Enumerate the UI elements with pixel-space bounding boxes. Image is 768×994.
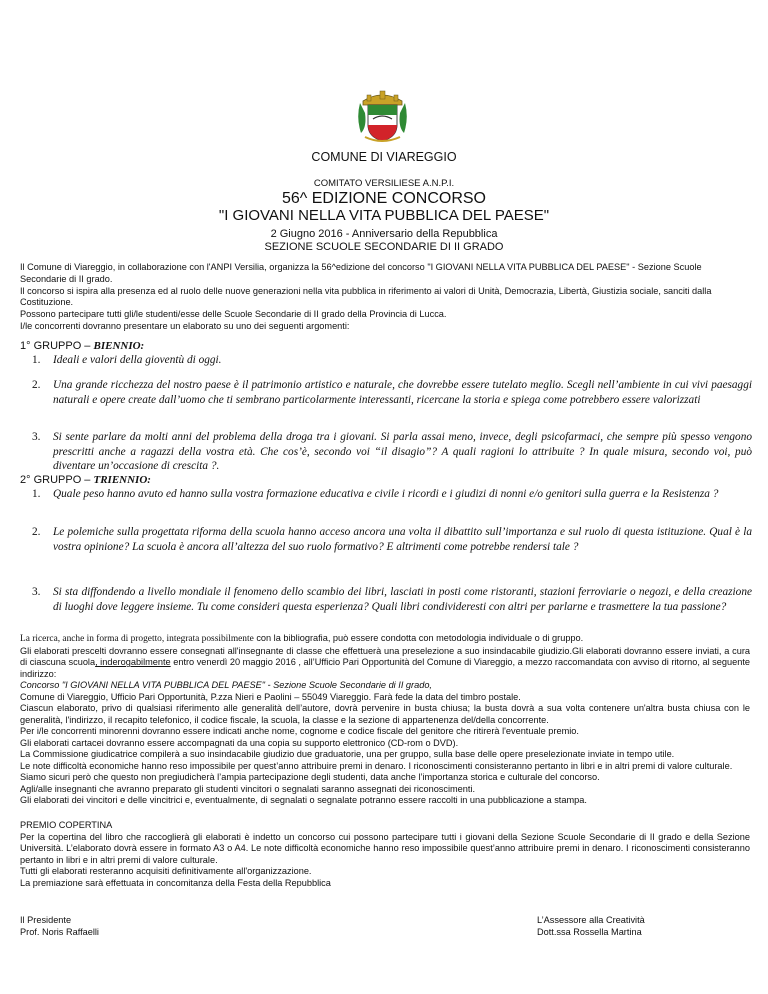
topic-number: 2. [32,526,41,538]
comune-heading: COMUNE DI VIAREGGIO [311,150,457,164]
cover-prize-section [20,820,750,889]
group-tag: BIENNIO: [93,340,145,352]
rules-paragraph: La Commissione giudicatrice compilerà a suo insindacabile giudizio due graduatorie, una per gruppo, sulla base delle opere preselezionate inviate in tempo utile. [20,749,675,759]
group-label: 1° GRUPPO – [20,340,94,352]
rules-address-title: Concorso "I GIOVANI NELLA VITA PUBBLICA DEL PAESE" - Sezione Scuole Secondarie di II grado, [20,680,432,690]
intro-text [20,262,750,333]
topic-text: Una grande ricchezza del nostro paese è il patrimonio artistico e naturale, che dovrebbe essere tutelato meglio. Scegli nell’ambiente in cui vivi paesaggi naturali e opere create dall’uomo che ti sembrano particolarmente interessanti, ricercane la storia e spiega come potrebbero essere valorizzati [53,379,752,406]
cover-prize-paragraph: Per la copertina del libro che raccoglierà gli elaborati è indetto un concorso cui possono partecipare tutti i giovani della Sezione Scuole Secondarie di II grado e della Sezione Università. L’elaborato dovrà essere in formato A3 o A4. Le note difficoltà economiche hanno reso impossibile quest’anno attribuire premi in denaro. I riconoscimenti consisteranno pertanto in libri e in altri premi di valore culturale. [20,831,750,865]
rules-paragraph: Per i/le concorrenti minorenni dovranno essere indicati anche nome, cognome e codice fiscale del genitore che ritirerà l'eventuale premio. [20,726,579,736]
rules-deadline-underlined: , inderogabilmente [95,657,171,667]
rules-paragraph [20,646,750,681]
topic-text: Si sente parlare da molti anni del problema della droga tra i giovani. Si parla assai meno, invece, degli psicofarmaci, che sempre più spesso vengono prescritti anche a ragazzi della vostra età. Che cos’è, secondo voi “il disagio”? A quali ragioni lo attribuite ? In quale misura, secondo voi, può diventare un’occasione di crescita ?. [53,431,752,473]
signature-right [537,914,645,938]
topic-item [32,378,752,407]
group-tag: TRIENNIO: [93,474,151,486]
topic-item [32,430,752,474]
signer-name: Dott.ssa Rossella Martina [537,927,642,937]
comitato-heading: COMITATO VERSILIESE A.N.P.I. [313,178,455,189]
signer-name: Prof. Noris Raffaelli [20,927,99,937]
topic-item [32,585,752,614]
section-subtitle: SEZIONE SCUOLE SECONDARIE DI II GRADO [264,241,504,253]
coat-of-arms-emblem [355,83,410,145]
rules-text [20,633,750,807]
rules-paragraph: Gli elaborati cartacei dovranno essere accompagnati da una copia su supporto elettronico (CD-rom o DVD). [20,737,459,748]
topic-number: 1. [32,354,41,366]
contest-title: "I GIOVANI NELLA VITA PUBBLICA DEL PAESE" [218,207,550,224]
rules-paragraph: Ciascun elaborato, privo di qualsiasi riferimento alle generalità dell’autore, dovrà pervenire in busta chiusa; la busta dovrà a sua volta contenere un'altra busta chiusa con le generalità, l'indirizzo, il recapito telefonico, il codice fiscale, la scuola, la classe e la sezione di appartenenza del/della concorrente. [20,703,750,725]
rules-paragraph: Comune di Viareggio, Ufficio Pari Opportunità, P.zza Nieri e Paolini – 55049 Viareggio. Farà fede la data del timbro postale. [20,691,521,702]
edition-title: 56^ EDIZIONE CONCORSO [282,190,486,207]
rules-paragraph: Gli elaborati dei vincitori e delle vincitrici e, eventualmente, di segnalati o segnalate potranno essere raccolti in una pubblicazione a stampa. [20,795,587,805]
topic-number: 1. [32,488,41,500]
cover-prize-heading: PREMIO COPERTINA [20,820,113,830]
group-2-heading [20,474,151,486]
signer-role: L’Assessore alla Creatività [537,915,645,925]
rules-lead-rest: con la bibliografia, può essere condotta con metodologia individuale o di gruppo. [253,633,584,643]
rules-paragraph: Le note difficoltà economiche hanno reso impossibile per quest’anno attribuire premi in denaro. I riconoscimenti consisteranno pertanto in libri e in altri premi di valore culturale. [20,760,733,771]
topic-item [32,353,752,368]
group-label: 2° GRUPPO – [20,474,94,486]
topic-text: Quale peso hanno avuto ed hanno sulla vostra formazione educativa e civile i ricordi e i giudizi di nonni e/o genitori sulla guerra e la Resistenza ? [53,488,719,500]
intro-paragraph: Il Comune di Viareggio, in collaborazione con l'ANPI Versilia, organizza la 56^edizione del concorso "I GIOVANI NELLA VITA PUBBLICA DEL PAESE" - Sezione Scuole Secondarie di II grado. [20,262,702,284]
rules-paragraph: Agli/alle insegnanti che avranno preparato gli studenti vincitori o segnalati saranno assegnati dei riconoscimenti. [20,783,476,794]
group-1-heading [20,340,144,352]
rules-paragraph: Siamo sicuri però che questo non pregiudicherà l’ampia partecipazione degli studenti, data anche l’importanza storica e culturale del concorso. [20,772,600,782]
intro-paragraph: Possono partecipare tutti gli/le studenti/esse delle Scuole Secondarie di II grado della Provincia di Lucca. [20,309,447,320]
cover-prize-paragraph: La premiazione sarà effettuata in concomitanza della Festa della Repubblica [20,877,331,888]
signer-role: Il Presidente [20,915,72,925]
rules-submission: Gli elaborati prescelti dovranno essere consegnati all'insegnante di classe che effettuerà una preselezione a suo insindacabile giudizio.Gli elaborati dovranno essere inviati, a cura di ciascuna scuola [20,645,750,667]
date-subtitle: 2 Giugno 2016 - Anniversario della Repubblica [270,228,498,240]
topic-text: Si sta diffondendo a livello mondiale il fenomeno dello scambio dei libri, lasciati in posti come ristoranti, stazioni ferroviarie o negozi, e della creazione di luoghi dove leggere insieme. Tu come consideri questa esperienza? Quali libri condivideresti con altri per parlarne e trasmettere la tua passione? [53,586,752,613]
topic-item [32,487,752,502]
topic-number: 2. [32,379,41,391]
intro-paragraph: I/le concorrenti dovranno presentare un elaborato su uno dei seguenti argomenti: [20,320,350,331]
topic-text: Ideali e valori della gioventù di oggi. [53,354,222,366]
topic-text: Le polemiche sulla progettata riforma della scuola hanno acceso ancora una volta il dibattito sull’importanza e sul ruolo di questa istituzione. Qual è la vostra opinione? La scuola è ancora all’altezza del suo ruolo formativo? E altrimenti come potrebbe rendersi tale ? [53,526,752,553]
intro-paragraph: Il concorso si ispira alla presenza ed al ruolo delle nuove generazioni nella vita pubblica in riferimento ai valori di Unità, Democrazia, Libertà, Giustizia sociale, sanciti dalla Costituzione. [20,285,712,308]
rules-paragraph [20,633,750,646]
topic-number: 3. [32,586,41,598]
rules-submission-end: entro venerdì 20 maggio 2016 , all’Ufficio Pari Opportunità del Comune di Viareggio, a mezzo raccomandata con avviso di ritorno, al seguente indirizzo: [20,657,750,679]
signature-left [20,914,99,938]
cover-prize-paragraph: Tutti gli elaborati resteranno acquisiti definitivamente all'organizzazione. [20,866,312,876]
rules-lead-serif: La ricerca, anche in forma di progetto, integrata possibilmente [20,634,254,644]
topic-item [32,525,752,554]
topic-number: 3. [32,431,41,443]
